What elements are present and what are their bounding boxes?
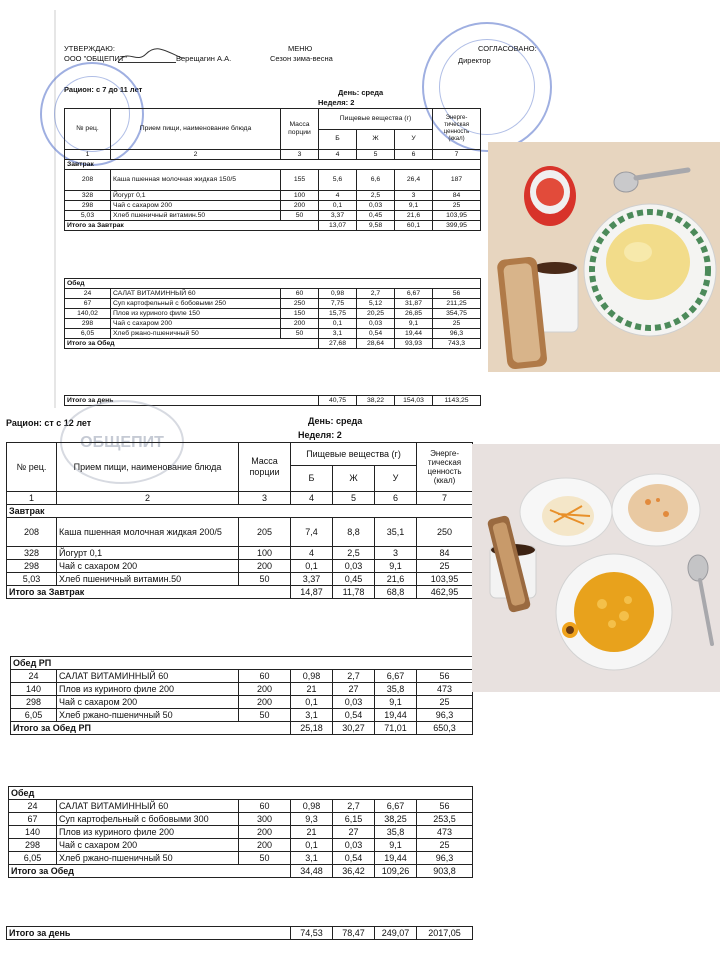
- cell-kcal: 84: [417, 547, 473, 560]
- total-zh: 11,78: [333, 586, 375, 599]
- table-row: [11, 709, 473, 722]
- table-row: [7, 518, 473, 547]
- cell-mass: 200: [281, 319, 319, 329]
- cell-zh: 0,54: [333, 852, 375, 865]
- total-b: 74,53: [291, 927, 333, 940]
- table-row: [7, 573, 473, 586]
- total-kcal: 399,95: [433, 221, 481, 231]
- table-row: [65, 299, 481, 309]
- col-num-header: № рец.: [65, 109, 111, 150]
- cell-u: 19,44: [375, 852, 417, 865]
- cell-u: 9,1: [395, 319, 433, 329]
- cell-mass: 300: [239, 813, 291, 826]
- menu-title: МЕНЮ: [288, 44, 313, 53]
- cell-zh: 27: [333, 683, 375, 696]
- cell-num: 140,02: [65, 309, 111, 319]
- table-row: [65, 191, 481, 201]
- col-mass-header: Масса порции: [239, 443, 291, 492]
- cell-dish: Плов из куриного филе 200: [57, 826, 239, 839]
- table-row: [11, 696, 473, 709]
- total-zh: 30,27: [333, 722, 375, 735]
- day-total-label: Итого за день: [65, 396, 319, 406]
- cell-kcal: 211,25: [433, 299, 481, 309]
- total-u: 68,8: [375, 586, 417, 599]
- cell-mass: 200: [239, 839, 291, 852]
- ration-label: Рацион: с 7 до 11 лет: [64, 85, 143, 94]
- cell-kcal: 56: [433, 289, 481, 299]
- cell-kcal: 103,95: [417, 573, 473, 586]
- cell-mass: 50: [281, 329, 319, 339]
- total-kcal: 903,8: [417, 865, 473, 878]
- cell-mass: 200: [239, 696, 291, 709]
- total-zh: 28,64: [357, 339, 395, 349]
- cell-kcal: 253,5: [417, 813, 473, 826]
- col-name-header: Прием пищи, наименование блюда: [57, 443, 239, 492]
- cell-zh: 6,15: [333, 813, 375, 826]
- cell-u: 38,25: [375, 813, 417, 826]
- cell-b: 7,4: [291, 518, 333, 547]
- cell-b: 0,98: [291, 800, 333, 813]
- col-index: 7: [417, 492, 473, 505]
- day-label: День: среда: [338, 88, 384, 97]
- cell-u: 35,8: [375, 826, 417, 839]
- week-label: Неделя: 2: [298, 430, 342, 440]
- cell-zh: 2,7: [333, 800, 375, 813]
- cell-num: 208: [65, 170, 111, 191]
- cell-mass: 150: [281, 309, 319, 319]
- table-row: [9, 800, 473, 813]
- total-u: 109,26: [375, 865, 417, 878]
- total-zh: 9,58: [357, 221, 395, 231]
- cell-num: 24: [65, 289, 111, 299]
- total-row: [7, 927, 473, 940]
- cell-b: 3,1: [319, 329, 357, 339]
- total-kcal: 1143,25: [433, 396, 481, 406]
- cell-mass: 50: [239, 709, 291, 722]
- total-kcal: 650,3: [417, 722, 473, 735]
- col-mass-header: Масса порции: [281, 109, 319, 150]
- cell-num: 140: [9, 826, 57, 839]
- approve-label: УТВЕРЖДАЮ:: [64, 44, 115, 53]
- lunch-table-7-11: [64, 278, 481, 349]
- week-label: Неделя: 2: [318, 98, 355, 107]
- cell-b: 0,1: [291, 696, 333, 709]
- cell-mass: 100: [281, 191, 319, 201]
- cell-num: 6,05: [11, 709, 57, 722]
- cell-u: 9,1: [375, 560, 417, 573]
- agreed-label: СОГЛАСОВАНО:: [478, 44, 537, 53]
- table-row: [65, 211, 481, 221]
- org-name: ООО "ОБЩЕПИТ": [64, 54, 128, 63]
- total-label: Итого за Обед: [65, 339, 319, 349]
- cell-num: 208: [7, 518, 57, 547]
- cell-u: 35,1: [375, 518, 417, 547]
- cell-u: 9,1: [395, 201, 433, 211]
- cell-mass: 60: [239, 800, 291, 813]
- cell-dish: Чай с сахаром 200: [57, 839, 239, 852]
- cell-u: 6,67: [375, 800, 417, 813]
- total-u: 249,07: [375, 927, 417, 940]
- cell-b: 0,1: [319, 201, 357, 211]
- cell-kcal: 96,3: [417, 709, 473, 722]
- menu-table-12-plus: [6, 442, 473, 599]
- lunch-table-12-plus: [8, 786, 473, 878]
- section-title-lunch: Обед: [65, 279, 481, 289]
- cell-zh: 2,5: [333, 547, 375, 560]
- total-b: 34,48: [291, 865, 333, 878]
- col-index: 7: [433, 150, 481, 160]
- cell-zh: 0,03: [357, 201, 395, 211]
- cell-kcal: 103,95: [433, 211, 481, 221]
- col-index: 4: [291, 492, 333, 505]
- col-zh-header: Ж: [333, 466, 375, 492]
- col-index: 4: [319, 150, 357, 160]
- cell-dish: Чай с сахаром 200: [57, 696, 239, 709]
- table-row: [65, 289, 481, 299]
- col-index: 3: [239, 492, 291, 505]
- section-title-breakfast: Завтрак: [7, 505, 473, 518]
- cell-num: 24: [11, 670, 57, 683]
- table-row: [9, 852, 473, 865]
- total-b: 27,68: [319, 339, 357, 349]
- col-b-header: Б: [291, 466, 333, 492]
- total-label: Итого за Обед: [9, 865, 291, 878]
- cell-num: 298: [7, 560, 57, 573]
- col-nutrients-header: Пищевые вещества (г): [319, 109, 433, 130]
- total-row: [9, 865, 473, 878]
- cell-mass: 60: [239, 670, 291, 683]
- cell-kcal: 25: [417, 696, 473, 709]
- menu-table-7-11: [64, 108, 481, 231]
- cell-mass: 50: [281, 211, 319, 221]
- total-b: 13,07: [319, 221, 357, 231]
- total-row: [11, 722, 473, 735]
- total-label: Итого за Завтрак: [65, 221, 319, 231]
- col-index: 3: [281, 150, 319, 160]
- section-title-lunch: Обед: [9, 787, 473, 800]
- cell-dish: Плов из куриного филе 200: [57, 683, 239, 696]
- cell-b: 4: [291, 547, 333, 560]
- cell-u: 31,87: [395, 299, 433, 309]
- cell-mass: 200: [239, 683, 291, 696]
- cell-zh: 8,8: [333, 518, 375, 547]
- cell-kcal: 84: [433, 191, 481, 201]
- total-u: 154,03: [395, 396, 433, 406]
- col-b-header: Б: [319, 129, 357, 150]
- cell-num: 298: [65, 201, 111, 211]
- cell-zh: 2,5: [357, 191, 395, 201]
- cell-mass: 155: [281, 170, 319, 191]
- table-row: [7, 547, 473, 560]
- cell-kcal: 473: [417, 683, 473, 696]
- table-row: [9, 826, 473, 839]
- section-title-lunch-rp: Обед РП: [11, 657, 473, 670]
- cell-zh: 0,45: [333, 573, 375, 586]
- col-nutrients-header: Пищевые вещества (г): [291, 443, 417, 466]
- cell-kcal: 187: [433, 170, 481, 191]
- cell-b: 0,1: [319, 319, 357, 329]
- cell-dish: САЛАТ ВИТАМИННЫЙ 60: [111, 289, 281, 299]
- breakfast-tray-photo: [488, 142, 720, 372]
- cell-mass: 100: [239, 547, 291, 560]
- col-index: 2: [57, 492, 239, 505]
- col-index: 1: [7, 492, 57, 505]
- cell-dish: Плов из куриного филе 150: [111, 309, 281, 319]
- table-row: [65, 309, 481, 319]
- cell-dish: Суп картофельный с бобовыми 250: [111, 299, 281, 309]
- table-row: [65, 170, 481, 191]
- cell-dish: Хлеб пшеничный витамин.50: [57, 573, 239, 586]
- total-label: Итого за Обед РП: [11, 722, 291, 735]
- total-row: [65, 221, 481, 231]
- cell-mass: 200: [239, 560, 291, 573]
- cell-kcal: 25: [433, 319, 481, 329]
- lunch-rp-table-12-plus: [10, 656, 473, 735]
- cell-num: 5,03: [7, 573, 57, 586]
- col-energy-header: Энерге-тическая ценность (ккал): [417, 443, 473, 492]
- cell-kcal: 25: [433, 201, 481, 211]
- cell-num: 328: [65, 191, 111, 201]
- director-name: Верещагин А.А.: [176, 54, 232, 63]
- cell-u: 19,44: [375, 709, 417, 722]
- total-row: [65, 339, 481, 349]
- cell-num: 5,03: [65, 211, 111, 221]
- cell-dish: САЛАТ ВИТАМИННЫЙ 60: [57, 800, 239, 813]
- cell-zh: 5,12: [357, 299, 395, 309]
- cell-dish: Чай с сахаром 200: [111, 319, 281, 329]
- cell-mass: 205: [239, 518, 291, 547]
- cell-kcal: 25: [417, 839, 473, 852]
- cell-u: 9,1: [375, 839, 417, 852]
- cell-kcal: 25: [417, 560, 473, 573]
- cell-dish: Чай с сахаром 200: [111, 201, 281, 211]
- cell-num: 24: [9, 800, 57, 813]
- cell-mass: 200: [281, 201, 319, 211]
- cell-b: 0,98: [319, 289, 357, 299]
- cell-dish: Йогурт 0,1: [111, 191, 281, 201]
- cell-num: 6,05: [65, 329, 111, 339]
- cell-b: 7,75: [319, 299, 357, 309]
- cell-kcal: 354,75: [433, 309, 481, 319]
- season-label: Сезон зима-весна: [270, 54, 333, 63]
- col-index: 5: [357, 150, 395, 160]
- col-energy-header: Энерге-тическая ценность (ккал): [433, 109, 481, 150]
- col-zh-header: Ж: [357, 129, 395, 150]
- total-b: 40,75: [319, 396, 357, 406]
- day-label: День: среда: [308, 416, 363, 426]
- cell-mass: 60: [281, 289, 319, 299]
- cell-b: 21: [291, 683, 333, 696]
- cell-dish: Хлеб ржано-пшеничный 50: [57, 709, 239, 722]
- cell-b: 3,37: [291, 573, 333, 586]
- cell-num: 67: [9, 813, 57, 826]
- cell-dish: Суп картофельный с бобовыми 300: [57, 813, 239, 826]
- section-title-breakfast: Завтрак: [65, 160, 481, 170]
- col-index: 5: [333, 492, 375, 505]
- table-row: [11, 683, 473, 696]
- cell-b: 5,6: [319, 170, 357, 191]
- director-label: Директор: [458, 56, 491, 65]
- cell-num: 67: [65, 299, 111, 309]
- breakfast-photo-illustration: [488, 142, 720, 372]
- cell-dish: Каша пшенная молочная жидкая 150/5: [111, 170, 281, 191]
- lunch-photo-illustration: [472, 444, 720, 692]
- cell-mass: 250: [281, 299, 319, 309]
- cell-b: 3,1: [291, 709, 333, 722]
- cell-u: 6,67: [375, 670, 417, 683]
- cell-dish: Чай с сахаром 200: [57, 560, 239, 573]
- table-row: [9, 839, 473, 852]
- cell-u: 26,4: [395, 170, 433, 191]
- table-row: [9, 813, 473, 826]
- cell-u: 3: [375, 547, 417, 560]
- total-u: 60,1: [395, 221, 433, 231]
- cell-b: 3,1: [291, 852, 333, 865]
- cell-num: 140: [11, 683, 57, 696]
- cell-u: 19,44: [395, 329, 433, 339]
- cell-u: 6,67: [395, 289, 433, 299]
- stamp-text: ОБЩЕПИТ: [80, 434, 164, 451]
- cell-zh: 0,54: [333, 709, 375, 722]
- cell-dish: Йогурт 0,1: [57, 547, 239, 560]
- cell-b: 4: [319, 191, 357, 201]
- total-kcal: 462,95: [417, 586, 473, 599]
- total-kcal: 743,3: [433, 339, 481, 349]
- total-b: 25,18: [291, 722, 333, 735]
- cell-num: 298: [11, 696, 57, 709]
- lunch-tray-photo: [472, 444, 720, 692]
- cell-kcal: 96,3: [417, 852, 473, 865]
- cell-zh: 27: [333, 826, 375, 839]
- table-row: [65, 201, 481, 211]
- cell-kcal: 56: [417, 800, 473, 813]
- cell-b: 9,3: [291, 813, 333, 826]
- cell-dish: Хлеб ржано-пшеничный 50: [111, 329, 281, 339]
- col-num-header: № рец.: [7, 443, 57, 492]
- cell-num: 298: [9, 839, 57, 852]
- cell-zh: 2,7: [357, 289, 395, 299]
- table-row: [7, 560, 473, 573]
- col-name-header: Прием пищи, наименование блюда: [111, 109, 281, 150]
- cell-mass: 50: [239, 852, 291, 865]
- cell-zh: 0,45: [357, 211, 395, 221]
- cell-dish: Хлеб пшеничный витамин.50: [111, 211, 281, 221]
- cell-zh: 0,03: [333, 696, 375, 709]
- cell-kcal: 473: [417, 826, 473, 839]
- cell-u: 21,6: [395, 211, 433, 221]
- cell-num: 328: [7, 547, 57, 560]
- cell-dish: САЛАТ ВИТАМИННЫЙ 60: [57, 670, 239, 683]
- total-zh: 78,47: [333, 927, 375, 940]
- day-total-label: Итого за день: [7, 927, 291, 940]
- cell-zh: 0,03: [357, 319, 395, 329]
- cell-zh: 20,25: [357, 309, 395, 319]
- cell-u: 26,85: [395, 309, 433, 319]
- cell-u: 3: [395, 191, 433, 201]
- cell-kcal: 250: [417, 518, 473, 547]
- cell-num: 6,05: [9, 852, 57, 865]
- cell-zh: 2,7: [333, 670, 375, 683]
- table-row: [65, 329, 481, 339]
- cell-dish: Хлеб ржано-пшеничный 50: [57, 852, 239, 865]
- total-zh: 36,42: [333, 865, 375, 878]
- cell-mass: 200: [239, 826, 291, 839]
- col-u-header: У: [395, 129, 433, 150]
- total-b: 14,87: [291, 586, 333, 599]
- cell-b: 0,98: [291, 670, 333, 683]
- day-total-table-12-plus: [6, 926, 473, 940]
- total-row: [7, 586, 473, 599]
- cell-u: 9,1: [375, 696, 417, 709]
- cell-zh: 0,03: [333, 839, 375, 852]
- table-row: [11, 670, 473, 683]
- col-index: 1: [65, 150, 111, 160]
- cell-dish: Каша пшенная молочная жидкая 200/5: [57, 518, 239, 547]
- col-index: 6: [395, 150, 433, 160]
- col-u-header: У: [375, 466, 417, 492]
- total-u: 71,01: [375, 722, 417, 735]
- total-zh: 38,22: [357, 396, 395, 406]
- cell-kcal: 96,3: [433, 329, 481, 339]
- total-u: 93,93: [395, 339, 433, 349]
- total-label: Итого за Завтрак: [7, 586, 291, 599]
- cell-zh: 0,54: [357, 329, 395, 339]
- cell-b: 21: [291, 826, 333, 839]
- col-index: 2: [111, 150, 281, 160]
- cell-zh: 0,03: [333, 560, 375, 573]
- ration-label: Рацион: ст с 12 лет: [6, 418, 92, 428]
- cell-zh: 6,6: [357, 170, 395, 191]
- cell-b: 15,75: [319, 309, 357, 319]
- col-index: 6: [375, 492, 417, 505]
- table-row: [65, 319, 481, 329]
- cell-num: 298: [65, 319, 111, 329]
- cell-mass: 50: [239, 573, 291, 586]
- cell-b: 0,1: [291, 560, 333, 573]
- cell-u: 35,8: [375, 683, 417, 696]
- cell-kcal: 56: [417, 670, 473, 683]
- cell-u: 21,6: [375, 573, 417, 586]
- total-kcal: 2017,05: [417, 927, 473, 940]
- cell-b: 3,37: [319, 211, 357, 221]
- cell-b: 0,1: [291, 839, 333, 852]
